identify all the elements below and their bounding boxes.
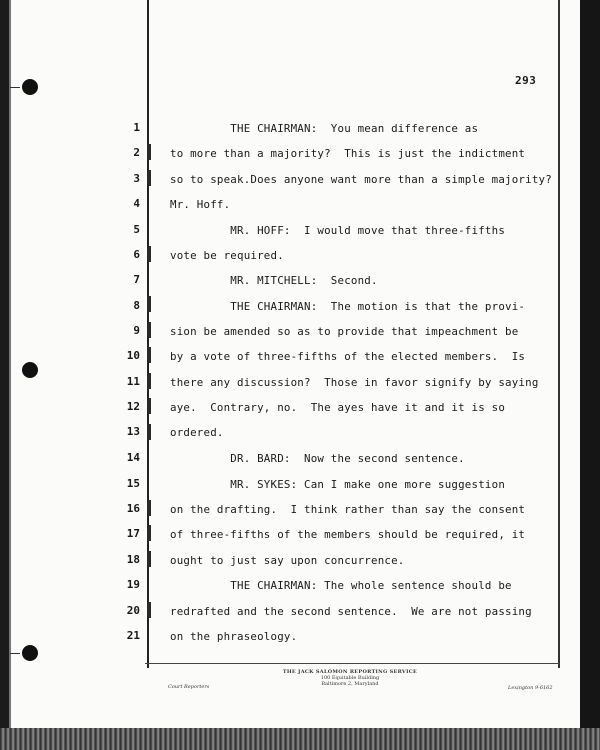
transcript-line: vote be required. — [170, 249, 284, 262]
punch-hole-middle — [22, 362, 38, 378]
line-number: 14 — [126, 451, 140, 464]
punch-tick-bottom — [10, 653, 20, 654]
transcript-line: on the drafting. I think rather than say the consent — [170, 503, 526, 516]
right-margin-rule — [558, 0, 560, 668]
transcript-line: MR. MITCHELL: Second. — [170, 274, 378, 287]
reporting-service-name: THE JACK SALOMON REPORTING SERVICE — [282, 669, 418, 675]
punch-tick-top — [10, 87, 20, 88]
punch-hole-bottom — [22, 645, 38, 661]
line-number: 18 — [126, 553, 140, 566]
transcript-line: THE CHAIRMAN: The whole sentence should be — [170, 579, 512, 592]
transcript-line: DR. BARD: Now the second sentence. — [170, 452, 465, 465]
reporting-service-address-1: 100 Equitable Building — [320, 675, 380, 681]
line-number: 10 — [126, 349, 140, 362]
transcript-line: aye. Contrary, no. The ayes have it and it is so — [170, 401, 506, 414]
margin-mark — [147, 246, 151, 262]
margin-mark — [147, 500, 151, 516]
transcript-line: MR. SYKES: Can I make one more suggestion — [170, 478, 506, 491]
punch-hole-top — [22, 79, 38, 95]
margin-mark — [147, 322, 151, 338]
transcript-line: to more than a majority? This is just the indictment — [170, 147, 526, 160]
footer-left-caption: Court Reporters — [168, 684, 210, 690]
footer-rule — [145, 663, 560, 664]
margin-mark — [147, 551, 151, 567]
line-number: 21 — [126, 629, 140, 642]
page-number: 293 — [515, 74, 537, 87]
line-number: 9 — [133, 324, 140, 337]
line-number: 2 — [133, 146, 140, 159]
margin-mark — [147, 602, 151, 618]
line-number: 20 — [126, 604, 140, 617]
scan-edge-left — [0, 0, 9, 750]
line-number: 17 — [126, 527, 140, 540]
transcript-line: ought to just say upon concurrence. — [170, 554, 405, 567]
scan-edge-left-line — [9, 0, 11, 750]
footer-right-caption: Lexington 9-6162 — [508, 685, 553, 691]
margin-mark — [147, 144, 151, 160]
line-number: 16 — [126, 502, 140, 515]
line-number: 13 — [126, 425, 140, 438]
transcript-line: ordered. — [170, 426, 224, 439]
margin-mark — [147, 525, 151, 541]
transcript-line: so to speak.Does anyone want more than a simple majority? — [170, 173, 552, 186]
margin-mark — [147, 424, 151, 440]
line-number: 8 — [133, 299, 140, 312]
transcript-line: on the phraseology. — [170, 630, 298, 643]
margin-mark — [147, 170, 151, 186]
margin-mark — [147, 296, 151, 312]
transcript-line: THE CHAIRMAN: The motion is that the provi- — [170, 300, 526, 313]
transcript-line: sion be amended so as to provide that impeachment be — [170, 325, 519, 338]
margin-mark — [147, 398, 151, 414]
line-number: 12 — [126, 400, 140, 413]
line-number: 4 — [133, 197, 140, 210]
line-number: 15 — [126, 477, 140, 490]
line-number: 19 — [126, 578, 140, 591]
line-number: 3 — [133, 172, 140, 185]
transcript-line: MR. HOFF: I would move that three-fifths — [170, 224, 506, 237]
transcript-line: there any discussion? Those in favor signify by saying — [170, 376, 539, 389]
scan-edge-right — [580, 0, 600, 728]
margin-mark — [147, 373, 151, 389]
line-number: 6 — [133, 248, 140, 261]
scan-edge-bottom — [0, 728, 600, 750]
line-number: 11 — [126, 375, 140, 388]
reporting-service-footer — [250, 669, 450, 687]
margin-mark — [147, 347, 151, 363]
reporting-service-address-2: Baltimore 2, Maryland — [321, 681, 379, 687]
line-number: 1 — [133, 121, 140, 134]
transcript-line: THE CHAIRMAN: You mean difference as — [170, 122, 479, 135]
transcript-line: by a vote of three-fifths of the elected members. Is — [170, 350, 526, 363]
transcript-line: redrafted and the second sentence. We are not passing — [170, 605, 532, 618]
line-number: 7 — [133, 273, 140, 286]
transcript-line: Mr. Hoff. — [170, 198, 231, 211]
transcript-line: of three-fifths of the members should be required, it — [170, 528, 526, 541]
line-number: 5 — [133, 223, 140, 236]
